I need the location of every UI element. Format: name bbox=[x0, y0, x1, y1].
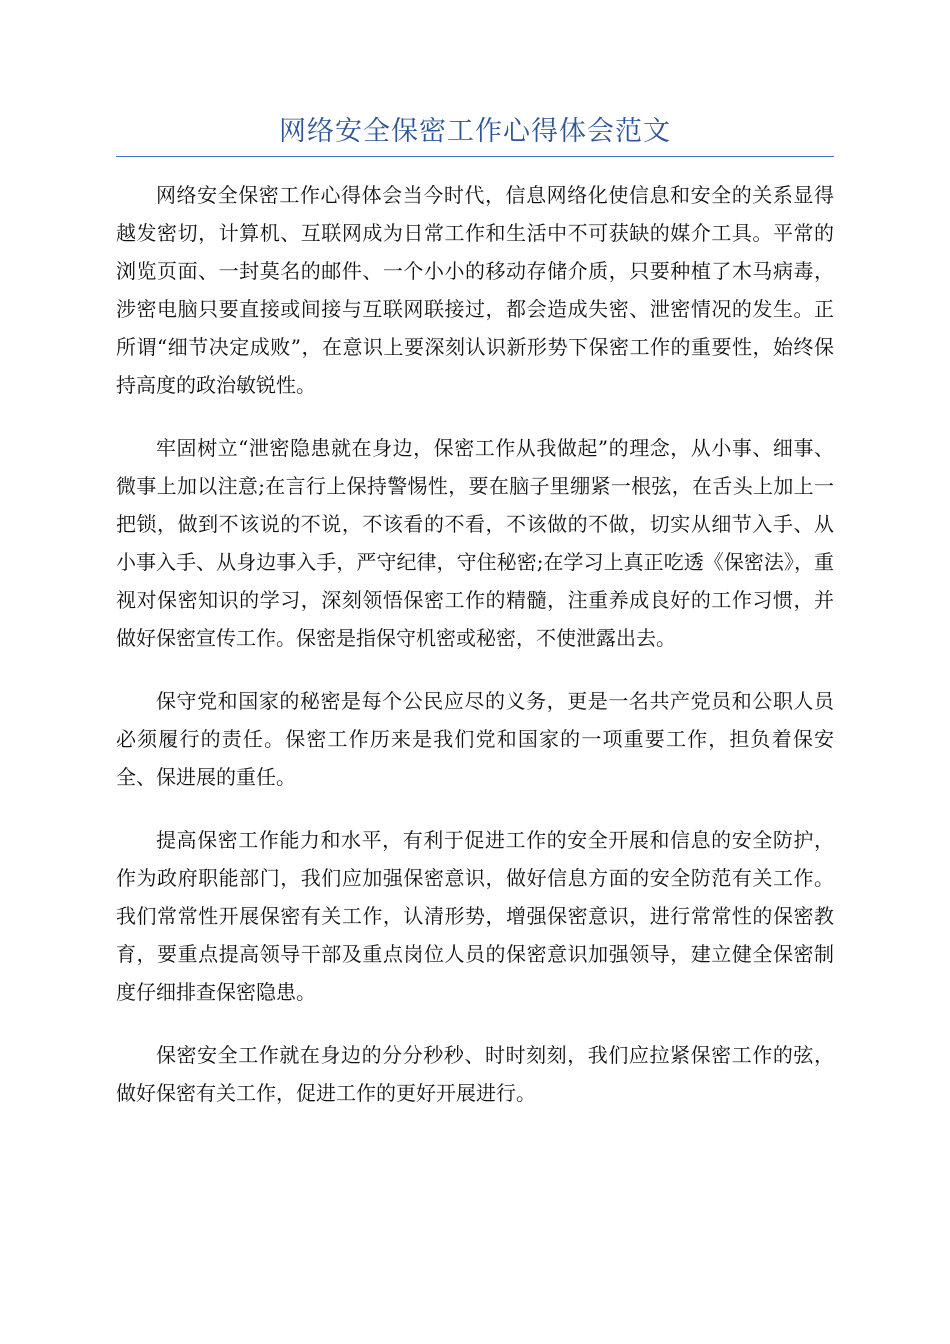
document-body bbox=[116, 176, 834, 1137]
paragraph-1: 网络安全保密工作心得体会当今时代，信息网络化使信息和安全的关系显得越发密切，计算机、互联网成为日常工作和生活中不可获缺的媒介工具。平常的浏览页面、一封莫名的邮件、一个小小的移动存储介质，只要种植了木马病毒，涉密电脑只要直接或间接与互联网联接过，都会造成失密、泄密情况的发生。正所谓“细节决定成败”，在意识上要深刻认识新形势下保密工作的重要性，始终保持高度的政治敏锐性。 bbox=[116, 183, 834, 397]
paragraph-2: 牢固树立“泄密隐患就在身边，保密工作从我做起”的理念，从小事、细事、微事上加以注意;在言行上保持警惕性，要在脑子里绷紧一根弦，在舌头上加上一把锁，做到不该说的不说，不该看的不看，不该做的不做，切实从细节入手、从小事入手、从身边事入手，严守纪律，守住秘密;在学习上真正吃透《保密法》，重视对保密知识的学习，深刻领悟保密工作的精髓，注重养成良好的工作习惯，并做好保密宣传工作。保密是指保守机密或秘密，不使泄露出去。 bbox=[116, 436, 834, 650]
paragraph-3: 保守党和国家的秘密是每个公民应尽的义务，更是一名共产党员和公职人员必须履行的责任。保密工作历来是我们党和国家的一项重要工作，担负着保安全、保进展的重任。 bbox=[116, 689, 834, 789]
title-block bbox=[116, 112, 834, 157]
document-title: 网络安全保密工作心得体会范文 bbox=[279, 116, 671, 147]
paragraph-5: 保密安全工作就在身边的分分秒秒、时时刻刻，我们应拉紧保密工作的弦，做好保密有关工作，促进工作的更好开展进行。 bbox=[116, 1043, 834, 1105]
paragraph-4: 提高保密工作能力和水平，有利于促进工作的安全开展和信息的安全防护，作为政府职能部门，我们应加强保密意识，做好信息方面的安全防范有关工作。我们常常性开展保密有关工作，认清形势，增强保密意识，进行常常性的保密教育，要重点提高领导干部及重点岗位人员的保密意识加强领导，建立健全保密制度仔细排查保密隐患。 bbox=[116, 828, 834, 1004]
